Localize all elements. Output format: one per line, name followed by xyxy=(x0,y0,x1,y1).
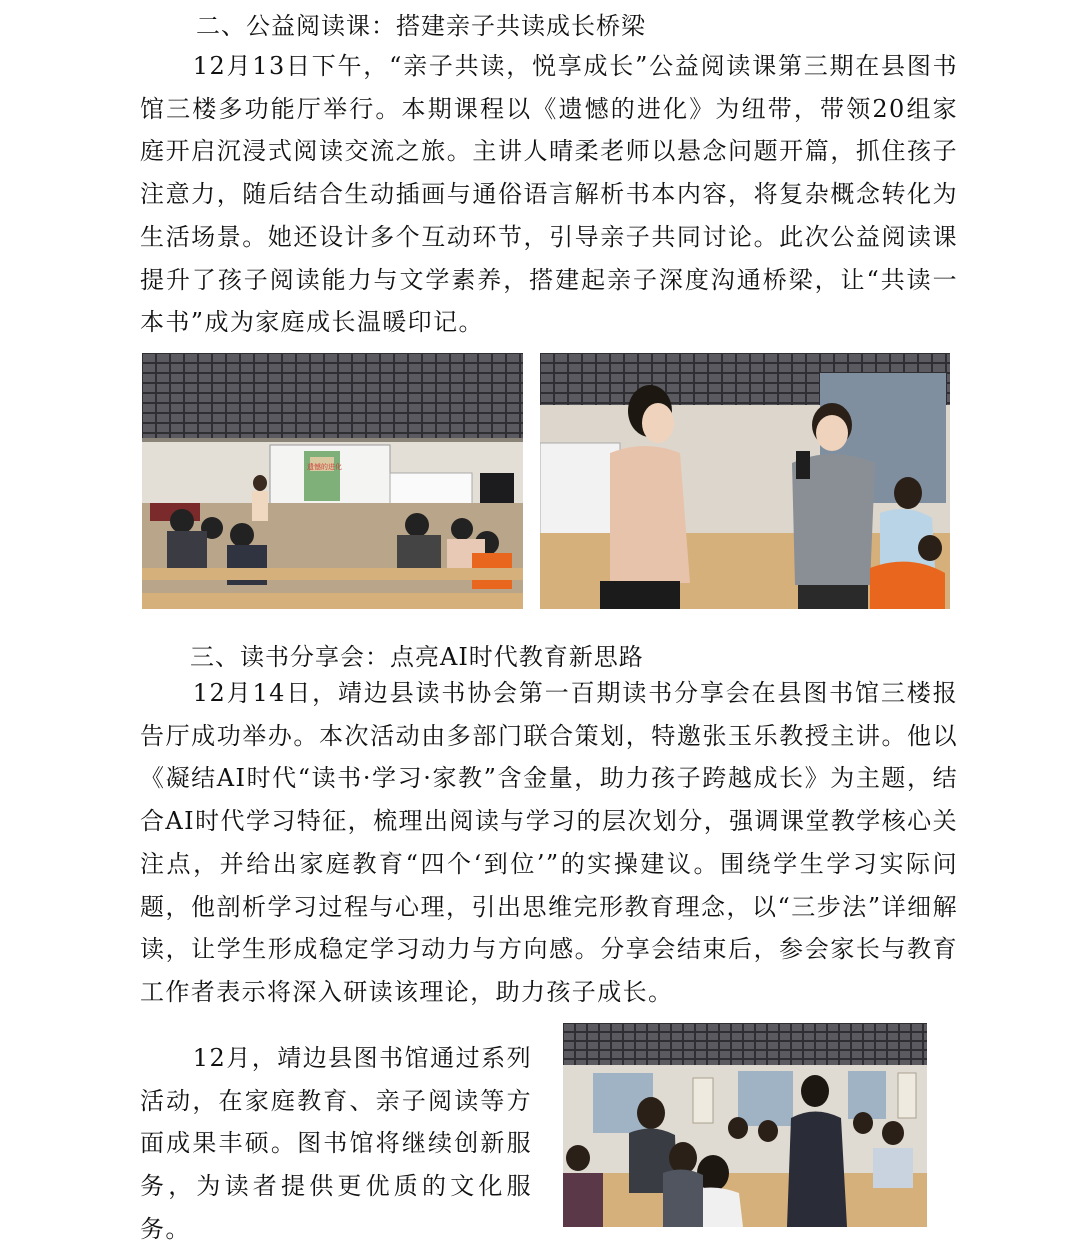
section-heading-book-sharing: 三、读书分享会：点亮AI时代教育新思路 xyxy=(190,643,644,671)
paragraph-book-sharing: 12月14日，靖边县读书协会第一百期读书分享会在县图书馆三楼报告厅成功举办。本次活动由多部门联合策划，特邀张玉乐教授主讲。他以《凝结AI时代“读书·学习·家教”含金量，助力孩子跨越成长》为主题，结合AI时代学习特征，梳理出阅读与学习的层次划分，强调课堂教学核心关注点，并给出家庭教育“四个‘到位’”的实操建议。围绕学生学习实际问题，他剖析学习过程与心理，引出思维完形教育理念，以“三步法”详细解读，让学生形成稳定学习动力与方向感。分享会结束后，参会家长与教育工作者表示将深入研读该理论，助力孩子成长。 xyxy=(140,679,958,1006)
photo-book-sharing-audience xyxy=(563,1023,927,1227)
section-heading-reading-class: 二、公益阅读课：搭建亲子共读成长桥梁 xyxy=(196,12,646,40)
screen-book-title: 遗憾的进化 xyxy=(307,463,342,471)
photo-reading-class-interaction xyxy=(540,353,950,609)
paragraph-reading-class: 12月13日下午，“亲子共读，悦享成长”公益阅读课第三期在县图书馆三楼多功能厅举行。本期课程以《遗憾的进化》为纽带，带领20组家庭开启沉浸式阅读交流之旅。主讲人晴柔老师以悬念问题开篇，抓住孩子注意力，随后结合生动插画与通俗语言解析书本内容，将复杂概念转化为生活场景。她还设计多个互动环节，引导亲子共同讨论。此次公益阅读课提升了孩子阅读能力与文学素养，搭建起亲子深度沟通桥梁，让“共读一本书”成为家庭成长温暖印记。 xyxy=(140,52,958,337)
paragraph-closing-summary: 12月，靖边县图书馆通过系列活动，在家庭教育、亲子阅读等方面成果丰硕。图书馆将继续创新服务，为读者提供更优质的文化服务。 xyxy=(140,1044,532,1243)
photo-reading-class-classroom xyxy=(142,353,523,609)
